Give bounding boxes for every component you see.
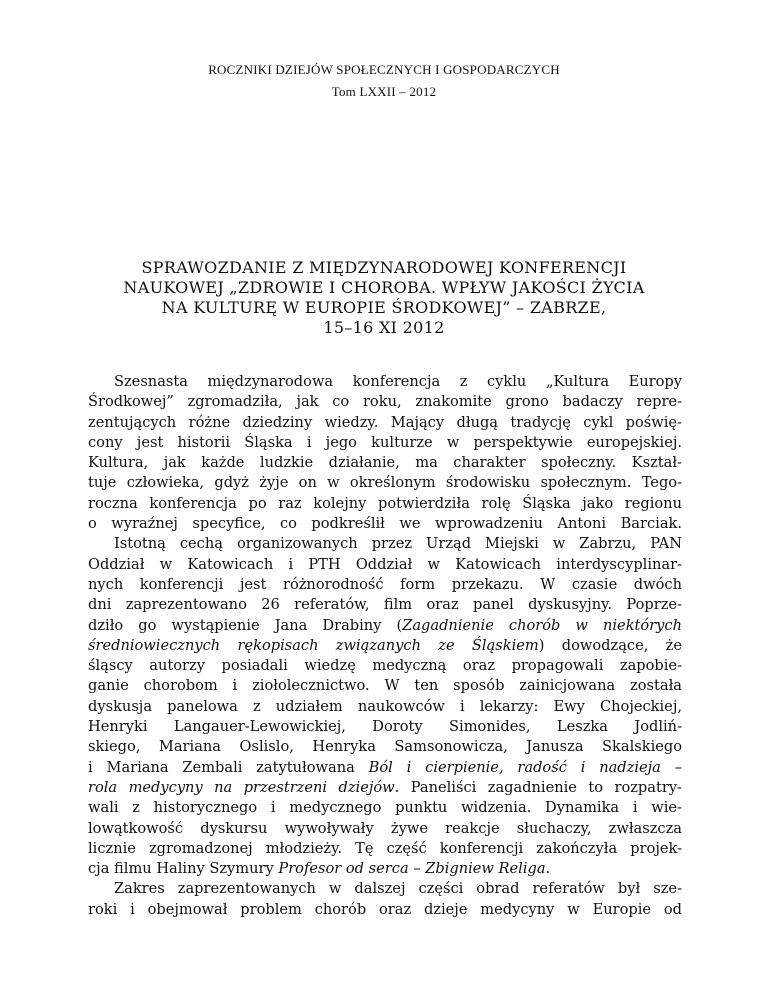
line-text: roki i obejmował problem chorób oraz dzieje medycyny w Europie od: [88, 900, 682, 918]
paragraph-line: [88, 453, 682, 473]
title-line: SPRAWOZDANIE Z MIĘDZYNARODOWEJ KONFERENCJI: [141, 258, 627, 277]
line-text: cja filmu Haliny Szymury: [88, 860, 279, 878]
paragraph-line: [88, 392, 682, 412]
paragraph-line: [88, 413, 682, 433]
line-text: Oddział w Katowicach i PTH Oddział w Katowicach interdyscyplinar-: [88, 555, 682, 573]
line-text: skiego, Mariana Oslislo, Henryka Samsonowicza, Janusza Skalskiego: [88, 738, 682, 756]
line-text: licznie zgromadzonej młodzieży. Tę część konferencji zakończyła projek-: [88, 839, 682, 857]
paragraph-line: [88, 697, 682, 717]
paragraph-line: [88, 717, 682, 737]
line-text: cony jest historii Śląska i jego kulturze w perspektywie europejskiej.: [88, 433, 682, 451]
paragraph-line: [88, 676, 682, 696]
journal-title: ROCZNIKI DZIEJÓW SPOŁECZNYCH I GOSPODARCZYCH: [208, 62, 560, 77]
line-text: dni zaprezentowano 26 referatów, film oraz panel dyskusyjny. Poprze-: [88, 596, 682, 614]
title-line: NAUKOWEJ „ZDROWIE I CHOROBA. WPŁYW JAKOŚCI ŻYCIA: [123, 278, 645, 297]
journal-volume: Tom LXXII – 2012: [331, 84, 437, 99]
line-text: dziło go wystąpienie Jana Drabiny (: [88, 616, 403, 634]
paragraph-line: [88, 798, 682, 818]
paragraph-line: [88, 473, 682, 493]
line-text: .: [545, 860, 551, 878]
line-text: dyskusja panelowa z udziałem naukowców i lekarzy: Ewy Chojeckiej,: [88, 697, 682, 715]
paragraph-line: [88, 555, 682, 575]
paragraph-line: [88, 494, 682, 514]
paragraph-line: [88, 758, 682, 778]
italic-title-text: Zagadnienie chorób w niektórych: [402, 616, 682, 634]
paragraph-line: [88, 656, 682, 676]
line-text: Zakres zaprezentowanych w dalszej części obrad referatów był sze-: [114, 880, 682, 898]
italic-title-text: średniowiecznych rękopisach związanych ze Śląskiem: [88, 636, 539, 654]
paragraph-line: [88, 819, 682, 839]
italic-title-text: Profesor od serca – Zbigniew Religa: [278, 860, 546, 878]
paragraph-line: [88, 433, 682, 453]
line-text: Istotną cechą organizowanych przez Urząd Miejski w Zabrzu, PAN: [114, 535, 682, 553]
article-body: [88, 372, 682, 920]
line-text: roczna konferencja po raz kolejny potwierdziła rolę Śląska jako regionu: [88, 494, 682, 512]
title-line: 15–16 XI 2012: [323, 318, 445, 337]
title-line: NA KULTURĘ W EUROPIE ŚRODKOWEJ” – ZABRZE,: [161, 298, 607, 317]
italic-title-text: Ból i cierpienie, radość i nadzieja –: [368, 758, 682, 776]
line-text: Szesnasta międzynarodowa konferencja z cyklu „Kultura Europy: [114, 373, 682, 390]
paragraph-line: [88, 778, 682, 798]
article-title: [100, 258, 668, 338]
line-text: nych konferencji jest różnorodność form przekazu. W czasie dwóch: [88, 575, 682, 593]
line-text: Środkowej” zgromadziła, jak co roku, znakomite grono badaczy repre-: [88, 393, 682, 411]
paragraph-line: [88, 595, 682, 615]
line-text: ganie chorobom i ziołolecznictwo. W ten sposób zainicjowana została: [88, 677, 682, 695]
line-text: ) dowodzące, że: [538, 636, 682, 654]
paragraph-line: [88, 737, 682, 757]
line-text: lowątkowość dyskursu wywoływały żywe reakcje słuchaczy, zwłaszcza: [88, 819, 682, 837]
line-text: i Mariana Zembali zatytułowana: [88, 758, 369, 776]
line-text: śląscy autorzy posiadali wiedzę medyczną oraz propagowali zapobie-: [88, 657, 682, 675]
italic-title-text: rola medycyny na przestrzeni dziejów: [88, 778, 395, 796]
line-text: Henryki Langauer-Lewowickiej, Doroty Simonides, Leszka Jodliń-: [88, 718, 682, 736]
paragraph-line: [88, 839, 682, 859]
paragraph-line: [88, 575, 682, 595]
line-text: tuje człowieka, gdyż żyje on w określonym środowisku społecznym. Tego-: [88, 474, 682, 492]
line-text: o wyraźnej specyfice, co podkreślił we wprowadzeniu Antoni Barciak.: [88, 515, 682, 533]
paragraph-line: [88, 859, 682, 879]
paragraph-line: [88, 372, 682, 392]
paragraph-line: [88, 636, 682, 656]
line-text: Kultura, jak każde ludzkie działanie, ma charakter społeczny. Kształ-: [88, 454, 682, 472]
paragraph-line: [88, 534, 682, 554]
line-text: zentujących różne dziedziny wiedzy. Mający długą tradycję cykl poświę-: [88, 413, 682, 431]
paragraph-line: [88, 514, 682, 534]
line-text: . Paneliści zagadnienie to rozpatry-: [394, 778, 682, 796]
paragraph-line: [88, 616, 682, 636]
paragraph-line: [88, 879, 682, 899]
line-text: wali z historycznego i medycznego punktu widzenia. Dynamika i wie-: [88, 799, 682, 817]
paragraph-line: [88, 900, 682, 920]
